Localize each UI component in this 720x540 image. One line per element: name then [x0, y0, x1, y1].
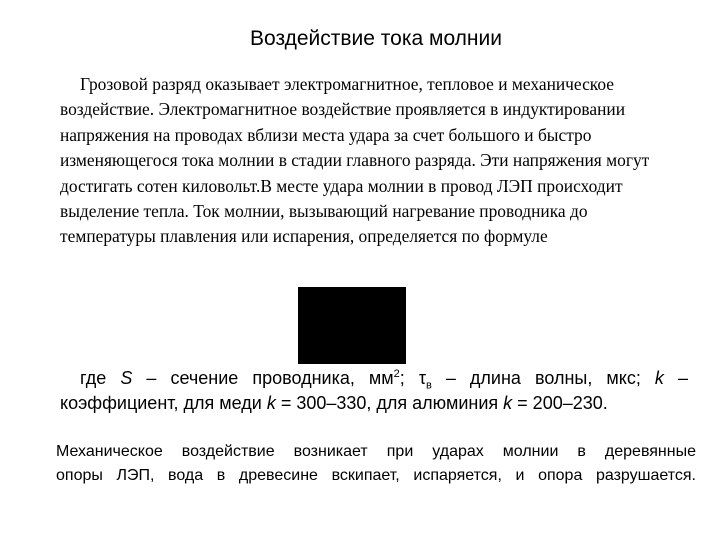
paragraph-intro: Грозовой разряд оказывает электромагнитное, тепловое и механическое воздействие. Электромагнитное воздействие проявляется в индуктировании напряжения на проводах вблизи места удара за счет большого и быстро изменяющегося тока молнии в стадии главного разряда. Эти напряжения могут достигать сотен киловольт.В месте удара молнии в провод ЛЭП происходит выделение тепла. Ток молнии, вызывающий нагревание проводника до температуры плавления или испарения, определяется по формуле	[60, 74, 650, 247]
mechanical-line-2: опоры ЛЭП, вода в древесине вскипает, испаряется, и опора разрушается.	[56, 467, 696, 484]
definitions-line-1: где S – сечение проводника, $мм^2$; $\tau_в$ – длина волны, мкс; k –	[80, 368, 688, 392]
paragraph-definitions	[60, 366, 688, 416]
definitions-line-2: коэффициент, для меди k = 300–330, для алюминия k = 200–230.	[60, 393, 608, 413]
formula-image	[298, 287, 406, 364]
mechanical-line-1: Механическое воздействие возникает при ударах молнии в деревянные	[56, 443, 696, 460]
paragraph-mechanical	[56, 440, 696, 488]
slide-title: Воздействие тока молнии	[250, 27, 502, 50]
